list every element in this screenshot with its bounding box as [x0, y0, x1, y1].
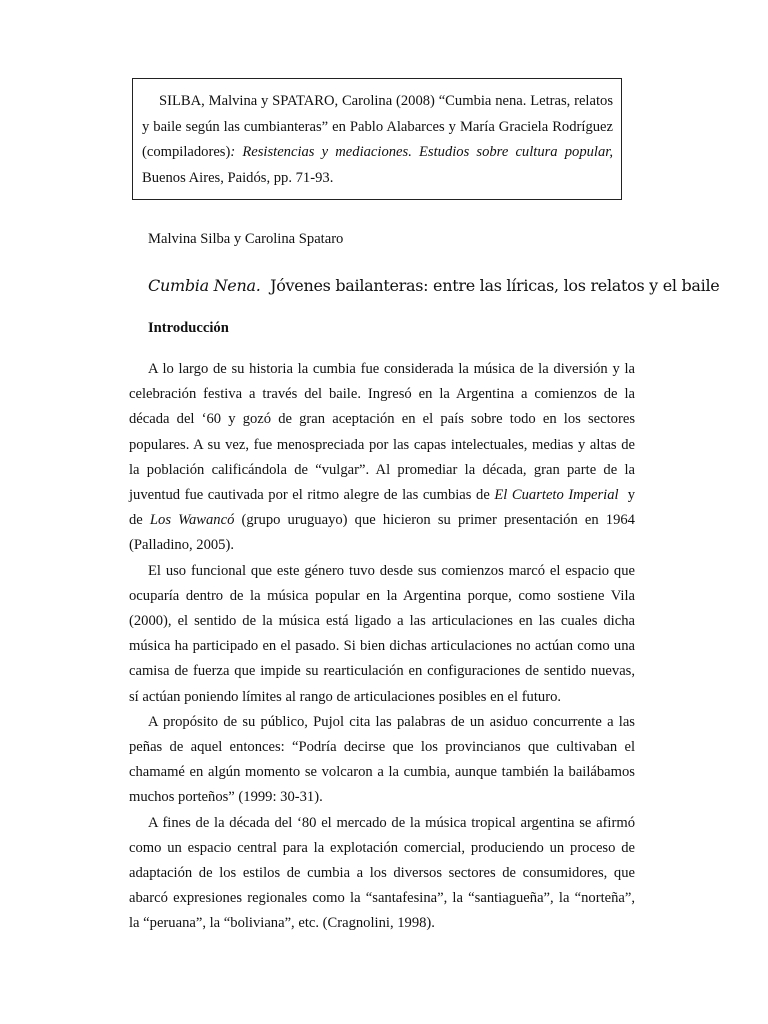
- p1-band-2: Los Wawancó: [149, 512, 235, 529]
- citation-part1: SILBA, Malvina y SPATARO, Carolina (2008) “Cumbia nena. Letras, relatos y baile según las cumbianteras” en Pablo Alabarces y María Graciela Rodríguez (compiladores): [142, 93, 613, 160]
- paragraph-4: A fines de la década del ‘80 el mercado de la música tropical argentina se afirmó como un espacio central para la explotación comercial, produciendo un proceso de adaptación de los estilos de cumbia a los diversos sectores de consumidores, que abarcó expresiones regionales como la “santafesina”, la “santiagueña”, la “norteña”, la “peruana”, la “boliviana”, etc. (Cragnolini, 1998).: [129, 814, 635, 932]
- citation-text: [142, 89, 613, 191]
- paragraph-1: [129, 357, 635, 559]
- p1-a: A lo largo de su historia la cumbia fue considerada la música de la diversión y la celebración festiva a través del baile. Ingresó en la Argentina a comienzos de la década del ‘60 y gozó de gran aceptación en el país sobre todo en los sectores populares. A su vez, fue menospreciada por las capas intelectuales, medias y altas de la población calificándola de “vulgar”. Al promediar la década, gran parte de la juventud fue cautivada por el ritmo alegre de las cumbias de: [129, 361, 635, 504]
- authors: Malvina Silba y Carolina Spataro: [148, 231, 344, 247]
- p1-band-1: El Cuarteto Imperial: [494, 487, 619, 504]
- section-heading: Introducción: [148, 320, 229, 336]
- title-rest: Jóvenes bailanteras: entre las líricas, los relatos y el baile: [270, 276, 720, 295]
- paragraph-2: El uso funcional que este género tuvo desde sus comienzos marcó el espacio que ocuparía dentro de la música popular en la Argentina porque, como sostiene Vila (2000), el sentido de la música está ligado a las articulaciones en las cuales dicha música ha participado en el pasado. Si bien dichas articulaciones no actúan como una camisa de fuerza que impide su rearticulación en configuraciones de sentido nuevas, sí actúan poniendo límites al rango de articulaciones posibles en el futuro.: [129, 562, 635, 705]
- citation-book-title: : Resistencias y mediaciones. Estudios sobre cultura popular,: [230, 144, 613, 160]
- title-lead: Cumbia Nena.: [148, 276, 261, 295]
- body-text: [129, 357, 635, 937]
- p1-c: y de: [129, 487, 635, 529]
- paragraph-3: A propósito de su público, Pujol cita las palabras de un asiduo concurrente a las peñas de aquel entonces: “Podría decirse que los provincianos que cultivaban el chamamé en algún momento se volcaron a la cumbia, aunque también la bailábamos muchos porteños” (1999: 30-31).: [129, 713, 635, 806]
- citation-box: [132, 78, 622, 200]
- article-title: [148, 276, 719, 295]
- p1-e: (grupo uruguayo) que hicieron su primer presentación en 1964 (Palladino, 2005).: [129, 512, 635, 554]
- citation-part3: Buenos Aires, Paidós, pp. 71-93.: [142, 169, 334, 186]
